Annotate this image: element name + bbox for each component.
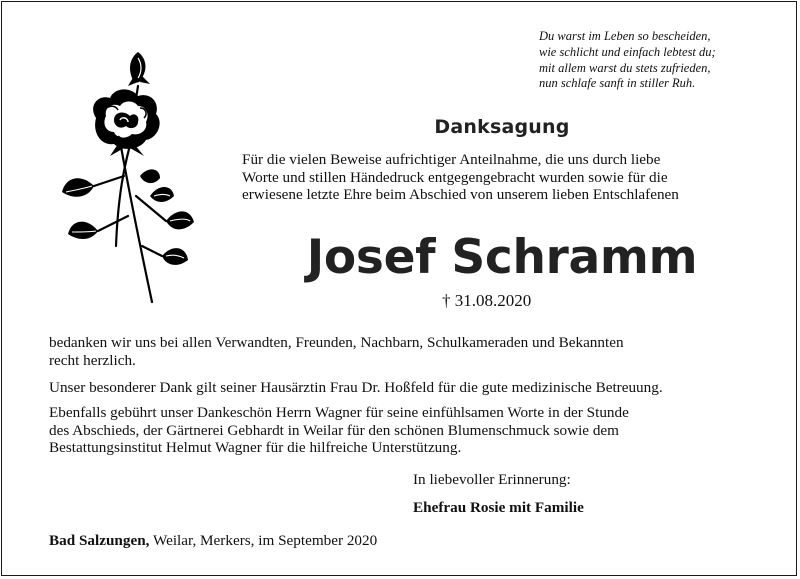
rose-icon bbox=[58, 46, 198, 308]
poem bbox=[539, 29, 784, 92]
intro-text bbox=[242, 151, 762, 204]
death-date: † 31.08.2020 bbox=[442, 291, 532, 310]
poem-line: mit allem warst du stets zufrieden, bbox=[539, 60, 711, 75]
closing-line: In liebevoller Erinnerung: bbox=[413, 471, 571, 488]
poem-line: wie schlicht und einfach lebtest du; bbox=[539, 44, 716, 59]
town-name: Bad Salzungen, bbox=[49, 532, 150, 549]
intro-line: Worte und stillen Händedruck entgegengebracht wurden sowie für die bbox=[242, 168, 668, 186]
paragraph-line: recht herzlich. bbox=[49, 351, 136, 369]
intro-line: erwiesene letzte Ehre beim Abschied von unserem lieben Entschlafenen bbox=[242, 186, 679, 203]
intro-line: Für die vielen Beweise aufrichtiger Anteilnahme, die uns durch liebe bbox=[242, 151, 661, 168]
heading: Danksagung bbox=[434, 116, 570, 138]
paragraph-2 bbox=[49, 379, 769, 397]
paragraph-3 bbox=[49, 404, 769, 457]
place-rest: Weilar, Merkers, im September 2020 bbox=[149, 532, 378, 549]
paragraph-line: des Abschieds, der Gärtnerei Gebhardt in Weilar für den schönen Blumenschmuck sowie dem bbox=[49, 421, 619, 439]
poem-line: Du warst im Leben so bescheiden, bbox=[539, 29, 711, 43]
paragraph-line: Unser besonderer Dank gilt seiner Hausärztin Frau Dr. Hoßfeld für die gute medizinische Betreuung. bbox=[49, 379, 663, 396]
paragraph-line: Ebenfalls gebührt unser Dankeschön Herrn Wagner für seine einfühlsamen Worte in der Stunde bbox=[49, 404, 629, 421]
paragraph-line: bedanken wir uns bei allen Verwandten, Freunden, Nachbarn, Schulkameraden und Bekannten bbox=[49, 334, 624, 351]
obituary-card bbox=[1, 1, 797, 576]
paragraph-line: Bestattungsinstitut Helmut Wagner für die hilfreiche Unterstützung. bbox=[49, 439, 462, 456]
poem-line: nun schlafe sanft in stiller Ruh. bbox=[539, 76, 696, 91]
place-date bbox=[49, 532, 377, 550]
deceased-name: Josef Schramm bbox=[306, 230, 698, 285]
paragraph-1 bbox=[49, 334, 769, 369]
signer: Ehefrau Rosie mit Familie bbox=[413, 499, 584, 516]
